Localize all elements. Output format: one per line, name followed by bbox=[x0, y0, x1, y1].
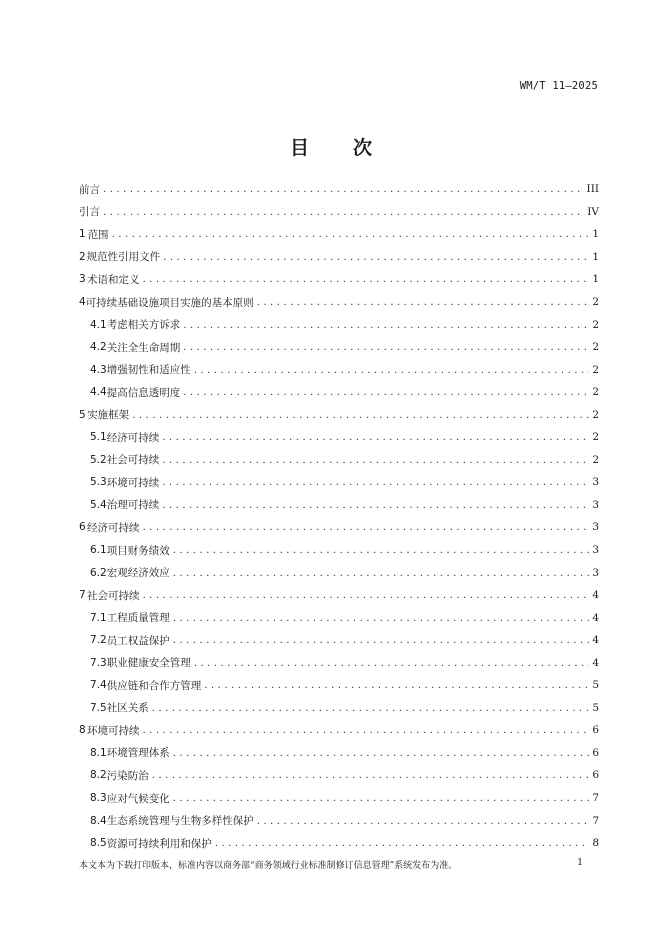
toc-entry-number: 5.3 bbox=[90, 476, 107, 489]
toc-entry-page: III bbox=[586, 183, 599, 196]
toc-entry-number: 4.1 bbox=[90, 318, 107, 331]
toc-entry-label: 引言 bbox=[79, 206, 100, 219]
toc-entry-label: 环境管理体系 bbox=[106, 747, 170, 760]
page-title bbox=[0, 133, 662, 160]
toc-entry-number: 4.4 bbox=[90, 386, 107, 399]
toc-entry-label: 供应链和合作方管理 bbox=[106, 679, 202, 692]
toc-entry-label: 前言 bbox=[79, 183, 100, 196]
toc-entry[interactable] bbox=[79, 539, 599, 562]
toc-dot-leader bbox=[194, 657, 590, 669]
toc-entry-label: 治理可持续 bbox=[106, 499, 160, 512]
toc-entry-page: 5 bbox=[592, 679, 599, 692]
toc-dot-leader bbox=[162, 499, 589, 511]
toc-dot-leader bbox=[162, 476, 589, 488]
toc-dot-leader bbox=[103, 206, 584, 218]
toc-dot-leader bbox=[132, 409, 589, 421]
toc-entry-label: 范围 bbox=[87, 228, 109, 241]
toc-entry-page: 3 bbox=[592, 521, 599, 534]
toc-dot-leader bbox=[173, 612, 590, 624]
toc-entry-number: 8.4 bbox=[90, 814, 107, 827]
toc-entry-number: 7.2 bbox=[90, 634, 107, 647]
table-of-contents bbox=[79, 178, 599, 854]
toc-entry-label: 社会可持续 bbox=[106, 454, 160, 467]
toc-entry-label: 规范性引用文件 bbox=[86, 251, 161, 264]
title-char-2: 次 bbox=[353, 137, 373, 159]
toc-entry-page: 3 bbox=[592, 476, 599, 489]
toc-entry-label: 增强韧性和适应性 bbox=[106, 364, 191, 377]
toc-entry[interactable] bbox=[79, 832, 599, 855]
toc-entry-number: 2 bbox=[79, 250, 86, 263]
toc-entry-label: 提高信息透明度 bbox=[106, 386, 181, 399]
toc-entry-page: 4 bbox=[592, 634, 599, 647]
toc-entry[interactable] bbox=[79, 291, 599, 314]
toc-entry-number: 8.3 bbox=[90, 792, 107, 805]
toc-entry-number: 1 bbox=[79, 228, 86, 241]
toc-entry[interactable] bbox=[79, 201, 599, 224]
toc-entry[interactable] bbox=[79, 313, 599, 336]
toc-entry-number: 7.5 bbox=[90, 701, 107, 714]
toc-entry[interactable] bbox=[79, 336, 599, 359]
toc-entry-page: 1 bbox=[592, 250, 599, 263]
toc-entry-page: IV bbox=[587, 205, 599, 218]
toc-entry-label: 考虑相关方诉求 bbox=[106, 319, 181, 332]
toc-entry-page: 1 bbox=[592, 228, 599, 241]
toc-entry-number: 6.1 bbox=[90, 544, 107, 557]
toc-dot-leader bbox=[143, 724, 590, 736]
toc-dot-leader bbox=[183, 341, 589, 353]
toc-dot-leader bbox=[173, 747, 590, 759]
toc-dot-leader bbox=[173, 567, 590, 579]
toc-dot-leader bbox=[143, 589, 590, 601]
toc-entry-number: 8.2 bbox=[90, 769, 107, 782]
toc-dot-leader bbox=[143, 521, 590, 533]
toc-entry-page: 2 bbox=[592, 431, 599, 444]
toc-dot-leader bbox=[194, 364, 590, 376]
title-char-1: 目 bbox=[289, 137, 309, 159]
toc-entry[interactable] bbox=[79, 268, 599, 291]
toc-entry-number: 5.2 bbox=[90, 453, 107, 466]
toc-entry-number: 4.3 bbox=[90, 363, 107, 376]
toc-entry-page: 2 bbox=[592, 386, 599, 399]
toc-entry-page: 2 bbox=[592, 296, 599, 308]
toc-entry-number: 4.2 bbox=[90, 341, 107, 354]
toc-entry-page: 4 bbox=[592, 589, 599, 602]
toc-entry-number: 8.1 bbox=[90, 746, 107, 759]
footer-notice: 本文本为下载打印版本，标准内容以商务部“商务领域行业标准制修订信息管理”系统发布为准。 bbox=[79, 861, 458, 871]
toc-dot-leader bbox=[162, 431, 589, 443]
toc-entry-page: 1 bbox=[592, 273, 599, 286]
toc-entry-page: 7 bbox=[592, 814, 599, 827]
toc-entry-label: 关注全生命周期 bbox=[106, 341, 181, 354]
toc-entry-page: 2 bbox=[592, 341, 599, 354]
toc-entry[interactable] bbox=[79, 403, 599, 426]
toc-entry-label: 可持续基础设施项目实施的基本原则 bbox=[85, 296, 254, 309]
toc-dot-leader bbox=[143, 273, 590, 285]
toc-entry-page: 6 bbox=[592, 746, 599, 759]
toc-entry-label: 应对气候变化 bbox=[106, 792, 170, 805]
toc-entry[interactable] bbox=[79, 606, 599, 629]
toc-dot-leader bbox=[112, 228, 590, 240]
toc-entry-label: 生态系统管理与生物多样性保护 bbox=[106, 815, 254, 828]
toc-dot-leader bbox=[204, 679, 589, 691]
toc-dot-leader bbox=[183, 386, 589, 398]
toc-entry[interactable] bbox=[79, 742, 599, 765]
toc-entry-page: 6 bbox=[592, 724, 599, 737]
toc-entry-number: 8.5 bbox=[90, 837, 107, 850]
toc-dot-leader bbox=[152, 702, 590, 714]
toc-entry-label: 项目财务绩效 bbox=[106, 544, 170, 557]
toc-entry-label: 环境可持续 bbox=[87, 724, 140, 737]
toc-dot-leader bbox=[103, 183, 584, 195]
toc-entry-number: 7.4 bbox=[90, 679, 107, 692]
toc-entry[interactable] bbox=[79, 651, 599, 674]
toc-entry-number: 7.3 bbox=[90, 656, 107, 669]
toc-entry[interactable] bbox=[79, 381, 599, 404]
toc-entry-label: 宏观经济效应 bbox=[106, 567, 170, 580]
toc-entry-number: 8 bbox=[79, 724, 86, 737]
toc-entry-page: 3 bbox=[592, 566, 599, 579]
toc-entry-page: 2 bbox=[592, 408, 599, 421]
toc-entry-label: 工程质量管理 bbox=[106, 612, 170, 625]
toc-entry-number: 4 bbox=[79, 296, 86, 308]
toc-entry-number: 5.4 bbox=[90, 498, 107, 511]
toc-entry-page: 6 bbox=[592, 769, 599, 782]
toc-entry[interactable] bbox=[79, 561, 599, 584]
toc-entry[interactable] bbox=[79, 719, 599, 742]
toc-entry-label: 经济可持续 bbox=[106, 431, 160, 444]
toc-entry-page: 2 bbox=[592, 363, 599, 376]
toc-entry[interactable] bbox=[79, 629, 599, 652]
toc-entry-number: 3 bbox=[79, 273, 86, 286]
toc-entry-label: 社会可持续 bbox=[87, 589, 140, 602]
toc-entry-label: 职业健康安全管理 bbox=[106, 657, 191, 670]
toc-entry-label: 术语和定义 bbox=[87, 273, 140, 286]
toc-entry-label: 社区关系 bbox=[106, 702, 149, 715]
document-code: WM/T 11—2025 bbox=[519, 80, 598, 92]
toc-dot-leader bbox=[257, 296, 590, 308]
toc-dot-leader bbox=[152, 769, 590, 781]
toc-entry-page: 4 bbox=[592, 656, 599, 669]
toc-dot-leader bbox=[173, 792, 590, 804]
toc-entry-label: 员工权益保护 bbox=[106, 634, 170, 647]
toc-entry[interactable] bbox=[79, 178, 599, 201]
toc-dot-leader bbox=[162, 454, 589, 466]
toc-entry[interactable] bbox=[79, 584, 599, 607]
toc-dot-leader bbox=[173, 634, 590, 646]
toc-entry-number: 6 bbox=[79, 521, 86, 534]
toc-entry[interactable] bbox=[79, 449, 599, 472]
page-footer bbox=[79, 858, 583, 871]
toc-entry-page: 3 bbox=[592, 498, 599, 511]
toc-entry[interactable] bbox=[79, 697, 599, 720]
toc-entry[interactable] bbox=[79, 809, 599, 832]
toc-dot-leader bbox=[215, 837, 590, 849]
toc-entry-page: 5 bbox=[592, 701, 599, 714]
toc-entry-page: 2 bbox=[592, 318, 599, 331]
toc-dot-leader bbox=[257, 815, 590, 827]
toc-entry-number: 5.1 bbox=[90, 431, 107, 444]
toc-entry-label: 经济可持续 bbox=[87, 521, 140, 534]
footer-page-number: 1 bbox=[577, 858, 583, 868]
toc-entry-number: 7.1 bbox=[90, 611, 107, 624]
toc-entry[interactable] bbox=[79, 471, 599, 494]
toc-entry[interactable] bbox=[79, 494, 599, 517]
toc-entry[interactable] bbox=[79, 764, 599, 787]
toc-entry-page: 3 bbox=[592, 544, 599, 557]
toc-entry-page: 4 bbox=[592, 611, 599, 624]
toc-entry-number: 5 bbox=[79, 408, 86, 421]
toc-entry[interactable] bbox=[79, 223, 599, 246]
toc-entry-label: 资源可持续利用和保护 bbox=[106, 837, 212, 850]
toc-entry[interactable] bbox=[79, 246, 599, 269]
toc-entry-label: 污染防治 bbox=[106, 769, 149, 782]
toc-entry-number: 7 bbox=[79, 589, 86, 602]
toc-dot-leader bbox=[163, 251, 589, 263]
toc-entry-label: 环境可持续 bbox=[106, 476, 160, 489]
toc-dot-leader bbox=[173, 544, 590, 556]
toc-entry-page: 8 bbox=[592, 837, 599, 850]
toc-entry[interactable] bbox=[79, 516, 599, 539]
toc-entry[interactable] bbox=[79, 426, 599, 449]
toc-entry-number: 6.2 bbox=[90, 566, 107, 579]
toc-entry[interactable] bbox=[79, 674, 599, 697]
toc-entry-page: 7 bbox=[592, 792, 599, 805]
toc-entry-label: 实施框架 bbox=[87, 409, 130, 422]
toc-entry[interactable] bbox=[79, 787, 599, 810]
toc-entry[interactable] bbox=[79, 358, 599, 381]
toc-entry-page: 2 bbox=[592, 453, 599, 466]
toc-dot-leader bbox=[183, 319, 589, 331]
